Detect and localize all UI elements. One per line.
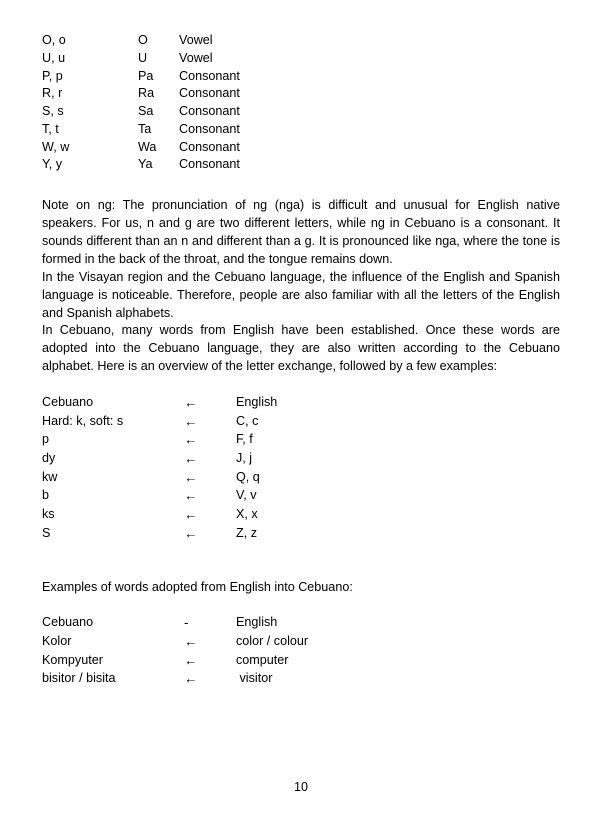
left-arrow-icon: ← bbox=[184, 671, 198, 687]
exchange-english: X, x bbox=[236, 507, 258, 522]
alphabet-name: U bbox=[138, 50, 148, 65]
table-row bbox=[42, 471, 436, 490]
table-row bbox=[42, 672, 456, 691]
alphabet-type: Consonant bbox=[179, 121, 240, 136]
left-arrow-icon: ← bbox=[184, 488, 198, 504]
alphabet-letter: W, w bbox=[42, 139, 70, 154]
exchange-english: Q, q bbox=[236, 469, 260, 484]
exchange-english: F, f bbox=[236, 432, 253, 447]
adopted-english: color / colour bbox=[236, 634, 309, 649]
exchange-cebuano: kw bbox=[42, 469, 58, 484]
exchange-cebuano: dy bbox=[42, 451, 56, 466]
table-row bbox=[42, 415, 436, 434]
exchange-english: Z, z bbox=[236, 525, 257, 540]
alphabet-name: Ta bbox=[138, 121, 152, 136]
paragraph-adoption: In Cebuano, many words from English have been established. Once these words are adopted into the Cebuano language, they are also written according to the Cebuano alphabet. Here is an overview of the letter exchange, followed by a few examples: bbox=[42, 323, 560, 374]
table-row bbox=[42, 396, 436, 415]
adopted-english: computer bbox=[236, 652, 289, 667]
alphabet-type: Consonant bbox=[179, 139, 240, 154]
exchange-cebuano: S bbox=[42, 525, 51, 540]
adopted-cebuano: Cebuano bbox=[42, 615, 94, 630]
table-row bbox=[42, 616, 456, 635]
adopted-english: English bbox=[236, 615, 278, 630]
alphabet-table bbox=[42, 34, 379, 176]
table-row bbox=[42, 123, 379, 141]
alphabet-name: Ra bbox=[138, 86, 155, 101]
table-row bbox=[42, 87, 379, 105]
alphabet-name: Wa bbox=[138, 139, 157, 154]
examples-heading: Examples of words adopted from English into Cebuano: bbox=[42, 579, 353, 594]
table-row bbox=[42, 508, 436, 527]
exchange-cebuano: Hard: k, soft: s bbox=[42, 413, 124, 428]
left-arrow-icon: ← bbox=[184, 525, 198, 541]
table-row bbox=[42, 158, 379, 176]
table-row bbox=[42, 52, 379, 70]
exchange-cebuano: Cebuano bbox=[42, 395, 94, 409]
alphabet-letter: O, o bbox=[42, 33, 66, 47]
page-number: 10 bbox=[293, 780, 308, 794]
alphabet-name: Pa bbox=[138, 68, 154, 83]
alphabet-type: Consonant bbox=[179, 68, 240, 83]
left-arrow-icon: ← bbox=[184, 634, 198, 650]
exchange-cebuano: p bbox=[42, 432, 50, 447]
table-row bbox=[42, 489, 436, 508]
table-row bbox=[42, 452, 436, 471]
adopted-english: visitor bbox=[236, 671, 273, 686]
table-row bbox=[42, 105, 379, 123]
alphabet-type: Vowel bbox=[179, 33, 213, 47]
table-row bbox=[42, 141, 379, 159]
alphabet-name: O bbox=[138, 33, 148, 47]
alphabet-type: Vowel bbox=[179, 50, 213, 65]
letter-exchange-table bbox=[42, 396, 436, 546]
alphabet-letter: U, u bbox=[42, 50, 66, 65]
table-row bbox=[42, 527, 436, 546]
alphabet-letter: T, t bbox=[42, 121, 59, 136]
paragraph-ng-note: Note on ng: The pronunciation of ng (nga) is difficult and unusual for English native speakers. For us, n and g are two different letters, while ng in Cebuano is a consonant. It sounds different than an n and different than a g. It is pronounced like nga, where the tone is formed in the back of the throat, and the tongue remains down. bbox=[42, 198, 560, 266]
exchange-english: V, v bbox=[236, 488, 257, 503]
left-arrow-icon: ← bbox=[184, 451, 198, 467]
left-arrow-icon: ← bbox=[184, 652, 198, 668]
dash-icon: - bbox=[184, 615, 189, 631]
alphabet-letter: Y, y bbox=[42, 157, 63, 172]
left-arrow-icon: ← bbox=[184, 432, 198, 448]
left-arrow-icon: ← bbox=[184, 469, 198, 485]
alphabet-type: Consonant bbox=[179, 157, 240, 172]
exchange-cebuano: b bbox=[42, 488, 50, 503]
adopted-cebuano: Kolor bbox=[42, 634, 72, 649]
exchange-english: J, j bbox=[236, 451, 253, 466]
adopted-words-table bbox=[42, 616, 456, 691]
table-row bbox=[42, 433, 436, 452]
alphabet-letter: P, p bbox=[42, 68, 63, 83]
exchange-cebuano: ks bbox=[42, 507, 55, 522]
alphabet-type: Consonant bbox=[179, 86, 240, 101]
body-paragraphs bbox=[42, 197, 560, 376]
adopted-cebuano: bisitor / bisita bbox=[42, 671, 116, 686]
table-row bbox=[42, 654, 456, 673]
alphabet-name: Sa bbox=[138, 104, 154, 119]
adopted-cebuano: Kompyuter bbox=[42, 652, 103, 667]
paragraph-influence: In the Visayan region and the Cebuano language, the influence of the English and Spanish language is noticeable. Therefore, people are also familiar with all the letters of the English and Spanish alphabets. bbox=[42, 269, 560, 320]
table-row bbox=[42, 70, 379, 88]
left-arrow-icon: ← bbox=[184, 395, 198, 410]
alphabet-name: Ya bbox=[138, 157, 153, 172]
exchange-english: C, c bbox=[236, 413, 259, 428]
alphabet-type: Consonant bbox=[179, 104, 240, 119]
exchange-english: English bbox=[236, 395, 278, 409]
table-row bbox=[42, 34, 379, 52]
alphabet-letter: R, r bbox=[42, 86, 63, 101]
left-arrow-icon: ← bbox=[184, 413, 198, 429]
left-arrow-icon: ← bbox=[184, 507, 198, 523]
table-row bbox=[42, 635, 456, 654]
alphabet-letter: S, s bbox=[42, 104, 64, 119]
